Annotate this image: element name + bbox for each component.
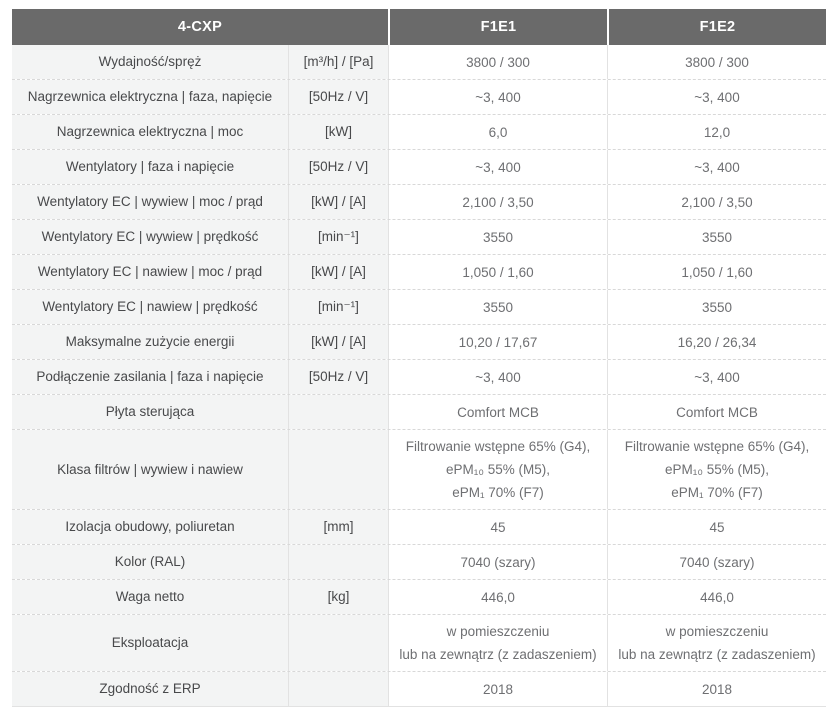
value-line: ~3, 400 <box>475 89 521 105</box>
row-unit: [50Hz / V] <box>288 80 388 114</box>
row-value-f1e1 <box>388 325 607 359</box>
row-value-f1e1 <box>388 580 607 614</box>
value-line: lub na zewnątrz (z zadaszeniem) <box>618 647 816 662</box>
value-line: 3550 <box>701 229 733 245</box>
row-unit: [kW] / [A] <box>288 185 388 219</box>
value-line: 3800 / 300 <box>685 54 749 70</box>
value-line: ePM₁₀ 55% (M5), <box>446 462 550 477</box>
table-row <box>12 324 826 359</box>
value-line: ~3, 400 <box>694 369 740 385</box>
row-label: Zgodność z ERP <box>12 672 288 706</box>
row-unit: [m³/h] / [Pa] <box>288 45 388 79</box>
row-value-f1e1 <box>388 150 607 184</box>
table-row <box>12 394 826 429</box>
row-value-f1e2 <box>607 672 826 706</box>
value-line: ePM₁ 70% (F7) <box>671 485 763 500</box>
row-value-f1e2 <box>607 360 826 394</box>
row-value-f1e1 <box>388 115 607 149</box>
header-group-series: 4-CXP <box>12 9 388 45</box>
row-label: Nagrzewnica elektryczna | moc <box>12 115 288 149</box>
spec-table <box>12 9 826 707</box>
row-unit <box>288 615 388 671</box>
row-value-f1e2 <box>607 185 826 219</box>
row-unit: [kW] / [A] <box>288 255 388 289</box>
row-value-f1e1 <box>388 545 607 579</box>
row-label: Wentylatory EC | nawiew | prędkość <box>12 290 288 324</box>
value-line: 7040 (szary) <box>460 554 536 570</box>
value-line: 3550 <box>701 299 733 315</box>
row-value-f1e1 <box>388 290 607 324</box>
row-value-f1e2 <box>607 430 826 509</box>
value-line: Comfort MCB <box>457 404 539 420</box>
row-value-f1e1 <box>388 80 607 114</box>
value-line: 12,0 <box>703 124 731 140</box>
row-label: Waga netto <box>12 580 288 614</box>
row-value-f1e2 <box>607 115 826 149</box>
value-line: ~3, 400 <box>475 159 521 175</box>
row-value-f1e1 <box>388 615 607 671</box>
row-unit: [50Hz / V] <box>288 150 388 184</box>
value-line: 2,100 / 3,50 <box>681 194 753 210</box>
table-row <box>12 219 826 254</box>
value-line: 446,0 <box>481 589 515 605</box>
table-row <box>12 114 826 149</box>
value-line: 2018 <box>701 681 733 697</box>
row-unit: [min⁻¹] <box>288 290 388 324</box>
value-line: 3550 <box>482 229 514 245</box>
row-value-f1e2 <box>607 580 826 614</box>
row-value-f1e2 <box>607 45 826 79</box>
row-label: Kolor (RAL) <box>12 545 288 579</box>
row-unit: [min⁻¹] <box>288 220 388 254</box>
table-row <box>12 254 826 289</box>
value-line: 3550 <box>482 299 514 315</box>
row-label: Eksploatacja <box>12 615 288 671</box>
row-unit <box>288 430 388 509</box>
table-row <box>12 359 826 394</box>
row-value-f1e2 <box>607 290 826 324</box>
table-row <box>12 79 826 114</box>
row-value-f1e1 <box>388 430 607 509</box>
table-row <box>12 149 826 184</box>
value-line: ~3, 400 <box>694 89 740 105</box>
value-line: 446,0 <box>700 589 734 605</box>
row-value-f1e1 <box>388 255 607 289</box>
value-line: ~3, 400 <box>475 369 521 385</box>
value-line: Comfort MCB <box>676 404 758 420</box>
row-value-f1e1 <box>388 360 607 394</box>
row-value-f1e1 <box>388 395 607 429</box>
table-header <box>12 9 826 45</box>
table-row <box>12 509 826 544</box>
row-label: Nagrzewnica elektryczna | faza, napięcie <box>12 80 288 114</box>
value-line: 10,20 / 17,67 <box>458 334 538 350</box>
row-value-f1e2 <box>607 545 826 579</box>
row-value-f1e2 <box>607 325 826 359</box>
value-line: Filtrowanie wstępne 65% (G4), <box>624 439 810 454</box>
row-unit: [kW] / [A] <box>288 325 388 359</box>
row-unit: [kg] <box>288 580 388 614</box>
table-row <box>12 544 826 579</box>
value-line: 1,050 / 1,60 <box>462 264 534 280</box>
row-label: Wentylatory EC | nawiew | moc / prąd <box>12 255 288 289</box>
row-label: Płyta sterująca <box>12 395 288 429</box>
value-line: ePM₁₀ 55% (M5), <box>665 462 769 477</box>
value-line: 2,100 / 3,50 <box>462 194 534 210</box>
row-value-f1e1 <box>388 45 607 79</box>
value-line: w pomieszczeniu <box>665 624 769 639</box>
value-line: 2018 <box>482 681 514 697</box>
row-value-f1e2 <box>607 615 826 671</box>
value-line: 45 <box>709 519 725 535</box>
row-value-f1e2 <box>607 255 826 289</box>
value-line: w pomieszczeniu <box>446 624 550 639</box>
value-line: 45 <box>490 519 506 535</box>
row-unit: [mm] <box>288 510 388 544</box>
row-value-f1e2 <box>607 510 826 544</box>
row-label: Podłączenie zasilania | faza i napięcie <box>12 360 288 394</box>
table-row <box>12 184 826 219</box>
value-line: ePM₁ 70% (F7) <box>452 485 544 500</box>
value-line: ~3, 400 <box>694 159 740 175</box>
header-col-f1e2: F1E2 <box>609 9 826 45</box>
row-unit: [50Hz / V] <box>288 360 388 394</box>
value-line: 3800 / 300 <box>466 54 530 70</box>
table-row <box>12 671 826 706</box>
value-line: 6,0 <box>488 124 508 140</box>
row-value-f1e1 <box>388 185 607 219</box>
row-value-f1e1 <box>388 510 607 544</box>
row-label: Wentylatory EC | wywiew | moc / prąd <box>12 185 288 219</box>
row-label: Izolacja obudowy, poliuretan <box>12 510 288 544</box>
row-value-f1e2 <box>607 80 826 114</box>
table-row <box>12 45 826 79</box>
row-label: Wentylatory EC | wywiew | prędkość <box>12 220 288 254</box>
value-line: lub na zewnątrz (z zadaszeniem) <box>399 647 597 662</box>
table-body <box>12 45 826 707</box>
row-label: Wydajność/spręż <box>12 45 288 79</box>
row-unit <box>288 672 388 706</box>
row-unit <box>288 395 388 429</box>
row-value-f1e2 <box>607 395 826 429</box>
table-row <box>12 579 826 614</box>
row-label: Klasa filtrów | wywiew i nawiew <box>12 430 288 509</box>
value-line: Filtrowanie wstępne 65% (G4), <box>405 439 591 454</box>
row-value-f1e1 <box>388 672 607 706</box>
row-unit: [kW] <box>288 115 388 149</box>
row-label: Maksymalne zużycie energii <box>12 325 288 359</box>
row-unit <box>288 545 388 579</box>
value-line: 7040 (szary) <box>679 554 755 570</box>
value-line: 1,050 / 1,60 <box>681 264 753 280</box>
table-row <box>12 429 826 509</box>
table-row <box>12 614 826 671</box>
row-value-f1e2 <box>607 220 826 254</box>
table-row <box>12 289 826 324</box>
row-value-f1e1 <box>388 220 607 254</box>
value-line: 16,20 / 26,34 <box>677 334 757 350</box>
row-value-f1e2 <box>607 150 826 184</box>
row-label: Wentylatory | faza i napięcie <box>12 150 288 184</box>
header-col-f1e1: F1E1 <box>390 9 607 45</box>
